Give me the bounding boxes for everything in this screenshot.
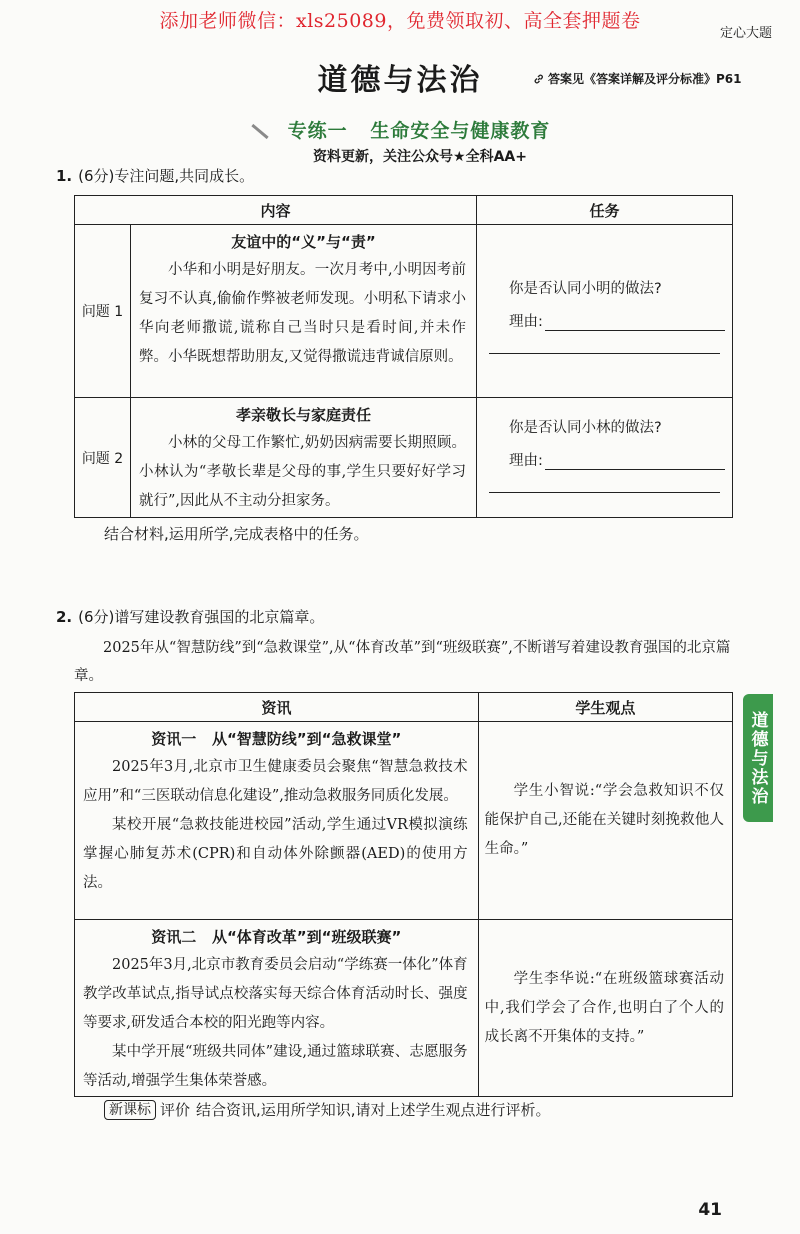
answer-line[interactable] bbox=[545, 453, 725, 470]
series-label: 定心大题 bbox=[719, 26, 772, 41]
task-cell bbox=[477, 225, 733, 398]
task-reason bbox=[509, 310, 732, 331]
question-1-text: (6分)专注问题,共同成长。 bbox=[78, 167, 255, 185]
task-reason-label: 理由: bbox=[509, 314, 543, 330]
row-label: 问题 2 bbox=[75, 398, 131, 518]
question-2-task bbox=[104, 1099, 551, 1120]
header-info: 资讯 bbox=[75, 693, 479, 722]
header-view: 学生观点 bbox=[478, 693, 732, 722]
answer-line[interactable] bbox=[489, 492, 720, 493]
task-reason bbox=[509, 449, 732, 470]
content-cell bbox=[131, 398, 477, 518]
task-question: 你是否认同小林的做法? bbox=[509, 420, 662, 436]
header-content: 内容 bbox=[75, 196, 477, 225]
content-text: 小华和小明是好朋友。一次月考中,小明因考前复习不认真,偷偷作弊被老师发现。小明私下请求小华向老师撒谎,谎称自己当时只是看时间,并未作弊。小华既想帮助朋友,又觉得撒谎违背诚信原则。 bbox=[139, 262, 466, 365]
subject-side-tab: 道德与法治 bbox=[743, 694, 773, 822]
section-note: 资料更新，关注公众号★全科AA+ bbox=[313, 149, 527, 165]
info-paragraph: 2025年3月,北京市教育委员会启动“学练赛一体化”体育教学改革试点,指导试点校落实每天综合体育活动时长、强度等要求,研发适合本校的阳光跑等内容。 bbox=[83, 957, 468, 1031]
student-view: 学生小智说:“学会急救知识不仅能保护自己,还能在关键时刻挽救他人生命。” bbox=[484, 783, 724, 857]
decorative-slash bbox=[251, 124, 268, 139]
task-text: 结合资讯,运用所学知识,请对上述学生观点进行评析。 bbox=[196, 1101, 551, 1119]
page-number: 41 bbox=[698, 1200, 722, 1220]
question-1-instruction: 结合材料,运用所学,完成表格中的任务。 bbox=[104, 525, 369, 543]
link-icon bbox=[533, 73, 545, 85]
info-title: 资讯一 从“智慧防线”到“急救课堂” bbox=[151, 730, 402, 748]
view-cell bbox=[478, 920, 732, 1097]
content-text: 小林的父母工作繁忙,奶奶因病需要长期照顾。小林认为“孝敬长辈是父母的事,学生只要好好学习就行”,因此从不主动分担家务。 bbox=[139, 435, 466, 509]
question-2-table bbox=[74, 692, 733, 1097]
task-question: 你是否认同小明的做法? bbox=[509, 281, 662, 297]
section-title bbox=[0, 116, 800, 143]
new-standard-badge: 新课标 bbox=[104, 1100, 156, 1120]
student-view: 学生李华说:“在班级篮球赛活动中,我们学会了合作,也明白了个人的成长离不开集体的支持。” bbox=[484, 970, 724, 1045]
question-2-number: 2. bbox=[56, 608, 73, 626]
table-row bbox=[75, 722, 733, 920]
task-reason-label: 理由: bbox=[509, 453, 543, 469]
info-paragraph: 2025年3月,北京市卫生健康委员会聚焦“智慧急救技术应用”和“三医联动信息化建设”,推动急救服务同质化发展。 bbox=[83, 759, 468, 804]
question-1-prompt bbox=[56, 165, 254, 186]
info-paragraph: 某中学开展“班级共同体”建设,通过篮球联赛、志愿服务等活动,增强学生集体荣誉感。 bbox=[83, 1044, 468, 1089]
content-title: 孝亲敬长与家庭责任 bbox=[235, 406, 371, 424]
info-cell bbox=[75, 722, 479, 920]
question-2-prompt bbox=[56, 606, 324, 627]
question-2-text: (6分)谱写建设教育强国的北京篇章。 bbox=[78, 608, 325, 626]
section-title-text: 专练一 生命安全与健康教育 bbox=[287, 120, 551, 142]
info-paragraph: 某校开展“急救技能进校园”活动,学生通过VR模拟演练掌握心肺复苏术(CPR)和自动体外除颤器(AED)的使用方法。 bbox=[83, 817, 468, 891]
view-cell bbox=[478, 722, 732, 920]
table-row bbox=[75, 225, 733, 398]
info-cell bbox=[75, 920, 479, 1097]
header-task: 任务 bbox=[477, 196, 733, 225]
content-cell bbox=[131, 225, 477, 398]
content-title: 友谊中的“义”与“责” bbox=[231, 233, 376, 251]
watermark-banner: 添加老师微信：xls25089，免费领取初、高全套押题卷 bbox=[159, 10, 641, 32]
table-row bbox=[75, 920, 733, 1097]
answer-reference bbox=[533, 70, 742, 87]
task-cell bbox=[477, 398, 733, 518]
table-row bbox=[75, 398, 733, 518]
row-label: 问题 1 bbox=[75, 225, 131, 398]
info-title: 资讯二 从“体育改革”到“班级联赛” bbox=[151, 928, 402, 946]
question-1-number: 1. bbox=[56, 167, 73, 185]
question-2-intro: 2025年从“智慧防线”到“急救课堂”,从“体育改革”到“班级联赛”,不断谱写着建设教育强国的北京篇章。 bbox=[74, 640, 731, 684]
answer-line[interactable] bbox=[489, 353, 720, 354]
question-1-table bbox=[74, 195, 733, 518]
answer-line[interactable] bbox=[545, 314, 725, 331]
page-title: 道德与法治 bbox=[317, 63, 483, 98]
task-label: 评价 bbox=[160, 1101, 191, 1119]
answer-reference-text: 答案见《答案详解及评分标准》P61 bbox=[548, 72, 742, 86]
